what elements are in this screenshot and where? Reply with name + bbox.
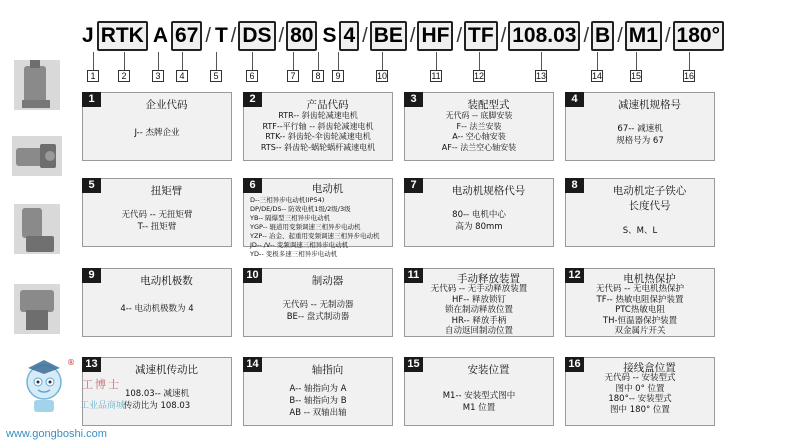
box-title-line-2: 长度代号 (628, 200, 671, 212)
gear-motor-angle-image (6, 200, 68, 258)
box-line: B-- 轴指向为 B (289, 396, 347, 406)
box-line: 图中 180° 位置 (610, 404, 670, 415)
box-line: JD-- /V-- 变频调速三相异步电动机 (250, 241, 349, 249)
code-seg-15: M1 (625, 21, 662, 51)
box-title: 企业代码 (145, 99, 188, 111)
box-line: 锁在制动释放位置 (444, 305, 513, 315)
info-box-motor-poles (82, 268, 232, 337)
code-seg-5: T (214, 24, 228, 47)
watermark-brand: 工博士 (82, 378, 121, 391)
watermark-subtitle: 工业品商城 (80, 401, 126, 411)
code-seg-16: 180° (673, 21, 724, 51)
code-slash: / (362, 24, 368, 47)
box-line: 80-- 电机中心 (452, 210, 506, 220)
box-line: A-- 空心轴安装 (452, 132, 506, 141)
leader-line (636, 52, 637, 70)
info-box-thermal-protection (565, 268, 715, 337)
box-number: 16 (565, 357, 584, 372)
box-line: RTF--平行轴 -- 斜齿轮减速电机 (262, 121, 374, 131)
box-number: 2 (243, 92, 262, 107)
box-line: 无代码 -- 安装型式 (604, 373, 676, 383)
box-line: 自动返回制动位置 (444, 326, 513, 336)
box-title: 接线盒位置 (623, 362, 676, 374)
info-box-torque-arm (82, 178, 232, 247)
box-line: 高为 80mm (455, 222, 503, 232)
leader-line (338, 52, 339, 70)
leader-line (252, 52, 253, 70)
code-slash: / (205, 24, 211, 47)
box-title: 电动机定子铁心 (612, 185, 687, 197)
box-title: 装配型式 (467, 99, 510, 111)
code-seg-6: DS (238, 21, 275, 51)
info-box-stator-length (565, 178, 715, 247)
marker-14: 14 (592, 71, 603, 81)
box-title: 电动机 (311, 183, 344, 195)
marker-10: 10 (377, 71, 388, 81)
gear-motor-horizontal-image (6, 126, 68, 184)
code-seg-8: S (322, 24, 337, 47)
code-seg-13: 108.03 (508, 21, 580, 51)
box-line: 无代码 -- 无扭矩臂 (121, 210, 193, 220)
code-slash: / (409, 24, 416, 47)
marker-8: 8 (312, 70, 324, 82)
watermark-url: www.gongboshi.com (6, 428, 107, 440)
box-number: 1 (82, 92, 101, 107)
box-line: S、M、L (622, 226, 658, 236)
box-number: 14 (243, 357, 262, 372)
code-seg-3: A (152, 24, 169, 47)
box-title: 电动机规格代号 (451, 185, 526, 197)
box-line: 传动比为 108.03 (123, 401, 191, 411)
box-line: YZP-- 冶金、起重用变频调速三相异步电动机 (250, 232, 380, 240)
code-seg-9: 4 (339, 21, 359, 51)
box-title: 制动器 (311, 275, 344, 287)
box-number: 11 (404, 268, 423, 283)
box-number: 5 (82, 178, 101, 193)
marker-1: 1 (87, 70, 99, 82)
box-title: 减速机传动比 (135, 364, 198, 376)
code-seg-14: B (591, 21, 614, 51)
code-seg-7: 80 (286, 21, 317, 51)
box-line: 67-- 减速机 (617, 124, 663, 134)
info-box-enterprise-code (82, 92, 232, 161)
box-number: 10 (243, 268, 262, 283)
code-slash: / (583, 24, 590, 47)
code-slash: / (500, 24, 507, 47)
box-line: 无代码 -- 无制动器 (282, 300, 354, 310)
info-box-motor-size (404, 178, 554, 247)
box-title: 电动机极数 (140, 275, 193, 287)
info-box-motor (243, 178, 393, 258)
box-number: 4 (565, 92, 584, 107)
code-seg-10: BE (370, 21, 407, 51)
box-line: 4-- 电动机极数为 4 (120, 304, 194, 314)
leader-line (293, 52, 294, 70)
info-box-brake (243, 268, 393, 337)
box-line: YB-- 隔爆型三相异步电动机 (250, 214, 331, 222)
box-line: 双金属片开关 (614, 326, 666, 336)
box-line: M1 位置 (462, 403, 496, 413)
leader-line (436, 52, 437, 70)
box-title: 轴指向 (311, 364, 344, 376)
box-line: DP/DE/DS-- 防效电机1级/2级/3级 (250, 205, 351, 213)
box-number: 12 (565, 268, 584, 283)
marker-7: 7 (287, 70, 299, 82)
code-slash: / (230, 24, 237, 47)
box-number: 9 (82, 268, 101, 283)
box-title: 产品代码 (306, 99, 349, 111)
info-box-shaft-direction (243, 357, 393, 426)
info-box-terminal-box-position (565, 357, 715, 426)
box-line: AF-- 法兰空心轴安装 (441, 142, 517, 152)
marker-2: 2 (118, 70, 130, 82)
leader-line (541, 52, 542, 70)
code-slash: / (617, 24, 623, 47)
box-line: HR-- 释放手柄 (451, 315, 507, 326)
box-line: AB -- 双轴出轴 (289, 408, 347, 418)
info-box-product-code (243, 92, 393, 161)
box-line: PTC热敏电阻 (615, 305, 665, 315)
box-number: 6 (243, 178, 262, 193)
box-line: BE-- 盘式制动器 (286, 312, 350, 322)
box-line: 图中 0° 位置 (615, 383, 665, 394)
marker-5: 5 (210, 70, 222, 82)
info-box-manual-release (404, 268, 554, 337)
box-line: RTR-- 斜齿轮减速电机 (278, 111, 358, 120)
box-title: 手动释放装置 (457, 273, 520, 285)
box-line: D--三相异步电动机(IP54) (250, 196, 325, 204)
box-line: TF-- 热敏电阻保护装置 (596, 294, 684, 305)
code-slash: / (278, 24, 285, 47)
code-seg-11: HF (417, 21, 453, 51)
box-line: YD-- 变极多速三相异步电动机 (250, 250, 338, 258)
gear-motor-worm-image (6, 280, 68, 338)
leader-line (124, 52, 125, 70)
box-line: YGP-- 辊道用变频调速三相异步电动机 (250, 223, 361, 231)
marker-12: 12 (474, 71, 485, 81)
box-line: 无代码 -- 底脚安装 (445, 111, 513, 120)
registered-mark: ® (67, 358, 75, 367)
box-line: M1-- 安装型式图中 (442, 391, 516, 401)
box-number: 7 (404, 178, 423, 193)
box-line: RTK-- 斜齿轮-伞齿轮减速电机 (265, 132, 371, 141)
gear-motor-vertical-image (6, 56, 68, 114)
leader-line (182, 52, 183, 70)
code-slash: / (456, 24, 463, 47)
leader-line (479, 52, 480, 70)
leader-line (382, 52, 383, 70)
box-line: TH-恒温器保护装置 (602, 315, 678, 326)
info-box-mounting-position (404, 357, 554, 426)
marker-3: 3 (152, 70, 164, 82)
marker-11: 11 (431, 71, 441, 81)
box-number: 8 (565, 178, 584, 193)
leader-line (158, 52, 159, 70)
leader-line (318, 52, 319, 70)
marker-15: 15 (631, 71, 642, 81)
code-seg-2: RTK (97, 21, 148, 51)
gongboshi-mascot-logo (20, 356, 68, 414)
marker-6: 6 (246, 70, 258, 82)
model-code-strip (80, 21, 727, 51)
marker-13: 13 (536, 71, 547, 81)
box-line: HF-- 释放锁钉 (451, 294, 507, 305)
code-seg-12: TF (464, 21, 498, 51)
box-number: 15 (404, 357, 423, 372)
box-line: RTS-- 斜齿轮-蜗轮蜗杆减速电机 (260, 142, 376, 152)
box-line: 规格号为 67 (616, 136, 664, 146)
box-line: J-- 杰牌企业 (134, 128, 180, 138)
box-line: F-- 法兰安装 (456, 121, 502, 131)
box-line: 无代码 -- 无手动释放装置 (430, 284, 528, 294)
leader-line (689, 52, 690, 70)
box-line: A-- 轴指向为 A (289, 384, 347, 394)
code-slash: / (664, 24, 671, 47)
box-title: 安装位置 (467, 364, 510, 376)
info-box-reducer-size (565, 92, 715, 161)
leader-line (93, 52, 94, 70)
info-box-assembly-type (404, 92, 554, 161)
code-seg-4: 67 (171, 21, 202, 51)
marker-16: 16 (684, 71, 695, 81)
marker-9: 9 (332, 70, 344, 82)
box-number: 3 (404, 92, 423, 107)
code-seg-1: J (82, 24, 94, 47)
box-line: 108.03-- 减速机 (124, 389, 190, 399)
box-line: 无代码 -- 无电机热保护 (595, 284, 685, 294)
leader-line (597, 52, 598, 70)
marker-4: 4 (176, 70, 188, 82)
box-line: T-- 扭矩臂 (137, 222, 177, 232)
leader-line (216, 52, 217, 70)
box-number: 13 (82, 357, 101, 372)
box-title: 电机热保护 (623, 273, 676, 285)
box-title: 扭矩臂 (150, 185, 183, 197)
box-line: 180°-- 安装型式 (608, 394, 672, 404)
box-title: 减速机规格号 (618, 99, 681, 111)
